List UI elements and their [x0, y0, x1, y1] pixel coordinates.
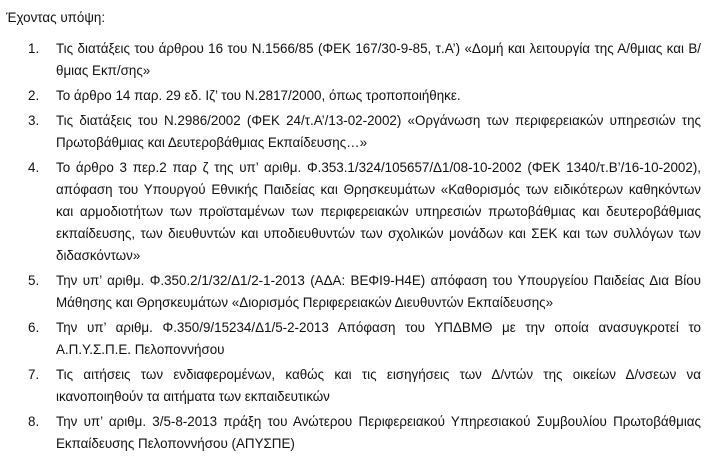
intro-heading: Έχοντας υπόψη:	[6, 10, 106, 25]
item-text: Την υπ’ αριθμ. Φ.350.2/1/32/Δ1/2-1-2013 (ΑΔΑ: ΒΕΦΙ9-Η4Ε) απόφαση του Υπουργείου Παιδείας Δια Βίου Μάθησης και Θρησκευμάτων «Διορισμός Περιφερειακών Διευθυντών Εκπαίδευσης»	[56, 273, 701, 310]
list-item	[0, 157, 714, 267]
item-text: Τις διατάξεις του άρθρου 16 του Ν.1566/85 (ΦΕΚ 167/30-9-85, τ.Α’) «Δομή και λειτουργία της Α/θμιας και Β/θμιας Εκπ/σης»	[56, 41, 701, 78]
list-item	[0, 364, 714, 408]
item-text: Το άρθρο 3 περ.2 παρ ζ της υπ’ αριθμ. Φ.353.1/324/105657/Δ1/08-10-2002 (ΦΕΚ 1340/τ.Β’/16-10-2002), απόφαση του Υπουργού Εθνικής Παιδείας και Θρησκευμάτων «Καθορισμός των ειδικότερων καθηκόντων και αρμοδιοτήτων των προϊσταμένων των περιφερειακών υπηρεσιών πρωτοβάθμιας και δευτεροβάθμιας εκπαίδευσης, των διευθυντών και υποδιευθυντών των σχολικών μονάδων και ΣΕΚ και των συλλόγων των διδασκόντων»	[56, 160, 701, 263]
considerations-list	[0, 38, 714, 458]
item-number: 3.	[28, 113, 40, 128]
item-number: 4.	[28, 160, 40, 175]
item-number: 5.	[28, 273, 40, 288]
list-item	[0, 85, 714, 107]
item-number: 6.	[28, 320, 40, 335]
item-text: Τις διατάξεις του Ν.2986/2002 (ΦΕΚ 24/τ.Α’/13-02-2002) «Οργάνωση των περιφερειακών υπηρεσιών της Πρωτοβάθμιας και Δευτεροβάθμιας Εκπαίδευσης…»	[56, 113, 701, 150]
item-number: 1.	[28, 41, 40, 56]
list-item	[0, 411, 714, 455]
list-item	[0, 270, 714, 314]
item-number: 2.	[28, 88, 40, 103]
item-text: Το άρθρο 14 παρ. 29 εδ. Ιζ’ του Ν.2817/2000, όπως τροποποιήθηκε.	[56, 88, 461, 103]
item-text: Τις αιτήσεις των ενδιαφερομένων, καθώς και τις εισηγήσεις των Δ/ντών της οικείων Δ/νσεων να ικανοποιηθούν τα αιτήματα των εκπαιδευτικών	[56, 367, 701, 404]
item-text: Την υπ’ αριθμ. 3/5-8-2013 πράξη του Ανώτερου Περιφερειακού Υπηρεσιακού Συμβουλίου Πρωτοβάθμιας Εκπαίδευσης Πελοποννήσου (ΑΠΥΣΠΕ)	[56, 414, 701, 451]
item-number: 8.	[28, 414, 40, 429]
list-item	[0, 110, 714, 154]
list-item	[0, 38, 714, 82]
item-text: Την υπ’ αριθμ. Φ.350/9/15234/Δ1/5-2-2013 Απόφαση του ΥΠΔΒΜΘ με την οποία ανασυγκροτεί το Α.Π.Υ.Σ.Π.Ε. Πελοποννήσου	[56, 320, 701, 357]
item-number: 7.	[28, 367, 40, 382]
list-item	[0, 317, 714, 361]
